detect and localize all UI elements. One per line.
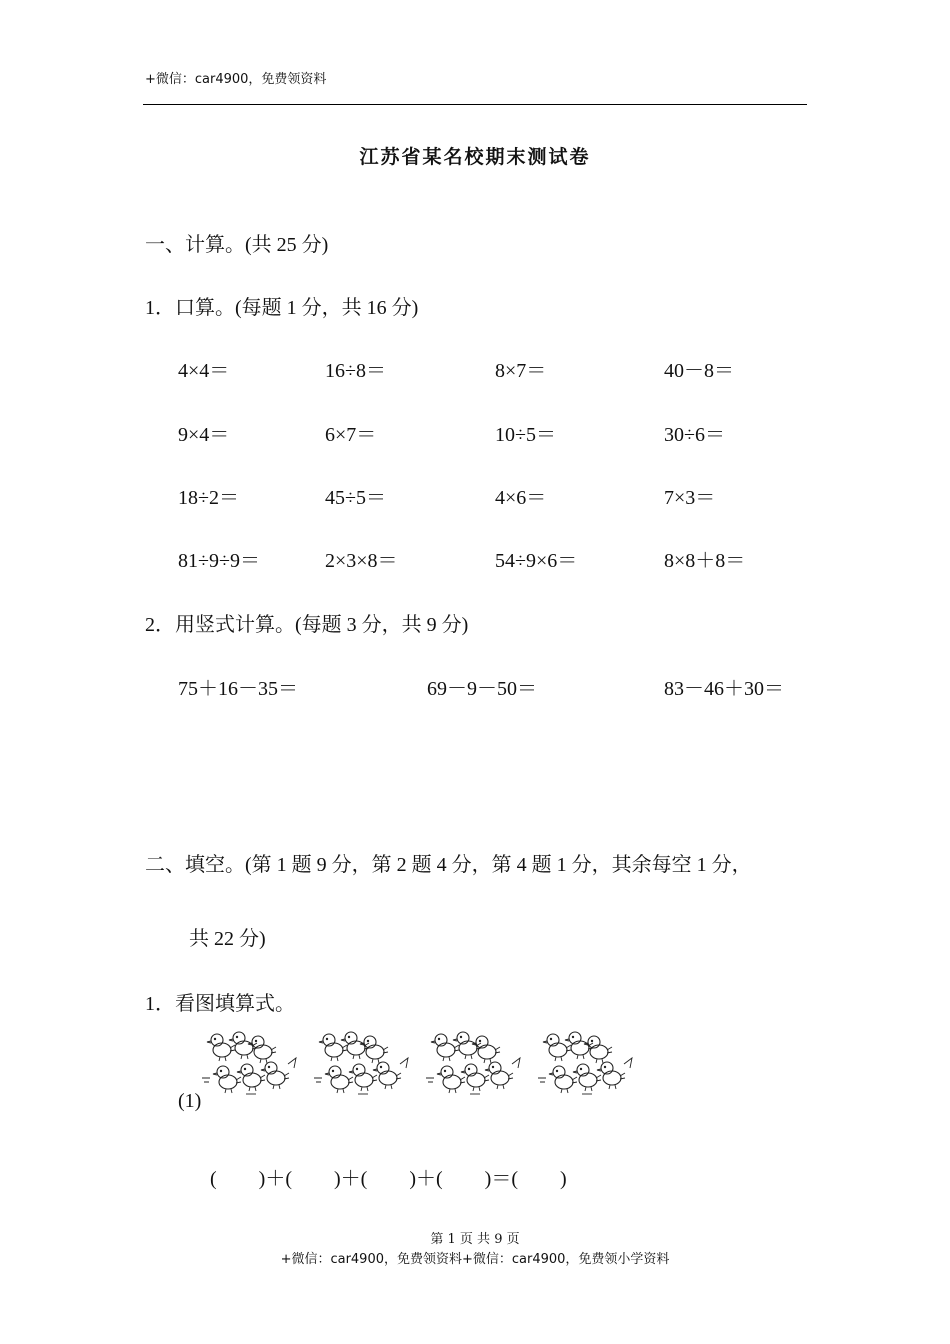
section2-heading-line1: 二、填空。(第 1 题 9 分，第 2 题 4 分，第 4 题 1 分，其余每空 1 分，	[145, 854, 752, 876]
equation-part: )＝(	[484, 1168, 518, 1190]
calc-item: 30÷6＝	[664, 424, 725, 446]
equation-blanks	[210, 1162, 567, 1191]
header-note: +微信：car4900，免费领资料	[145, 72, 327, 87]
fill-q1-sub-label: (1)	[178, 1090, 202, 1112]
calc-item: 9×4＝	[178, 424, 230, 446]
calc-item: 4×4＝	[178, 360, 230, 382]
calc-item: 10÷5＝	[495, 424, 556, 446]
calc-item: 54÷9×6＝	[495, 550, 578, 572]
q2-label: 2．用竖式计算。(每题 3 分，共 9 分)	[145, 614, 469, 636]
chick-group-2	[314, 1032, 408, 1094]
calc-item: 8×7＝	[495, 360, 547, 382]
q1-label: 1．口算。(每题 1 分，共 16 分)	[145, 297, 419, 319]
header-divider	[143, 104, 807, 105]
page-title: 江苏省某名校期末测试卷	[359, 146, 591, 168]
fill-q1-label: 1．看图填算式。	[145, 993, 295, 1015]
calc-item: 8×8＋8＝	[664, 550, 746, 572]
section1-heading: 一、计算。(共 25 分)	[145, 234, 329, 256]
page-number: 第 1 页 共 9 页	[430, 1232, 520, 1247]
footer-note: +微信：car4900，免费领资料+微信：car4900，免费领小学资料	[280, 1252, 670, 1267]
calc-item: 81÷9÷9＝	[178, 550, 260, 572]
chick-group-4	[538, 1032, 632, 1094]
calc-item: 40－8＝	[664, 360, 734, 382]
vertical-calc-item: 75＋16－35＝	[178, 678, 298, 700]
calc-item: 6×7＝	[325, 424, 377, 446]
calc-item: 2×3×8＝	[325, 550, 398, 572]
chick-group-3	[426, 1032, 520, 1094]
equation-part: )＋(	[409, 1168, 443, 1190]
calc-item: 16÷8＝	[325, 360, 386, 382]
equation-part: )＋(	[258, 1168, 292, 1190]
calc-item: 7×3＝	[664, 487, 716, 509]
chick-illustration	[200, 1028, 650, 1108]
vertical-calc-item: 69－9－50＝	[427, 678, 537, 700]
calc-item: 4×6＝	[495, 487, 547, 509]
section2-heading-line2: 共 22 分)	[189, 928, 266, 950]
vertical-calc-item: 83－46＋30＝	[664, 678, 784, 700]
calc-item: 18÷2＝	[178, 487, 239, 509]
equation-part: (	[210, 1168, 217, 1190]
equation-part: )	[559, 1168, 567, 1190]
equation-part: )＋(	[334, 1168, 368, 1190]
chick-group-1	[202, 1032, 296, 1094]
calc-item: 45÷5＝	[325, 487, 386, 509]
